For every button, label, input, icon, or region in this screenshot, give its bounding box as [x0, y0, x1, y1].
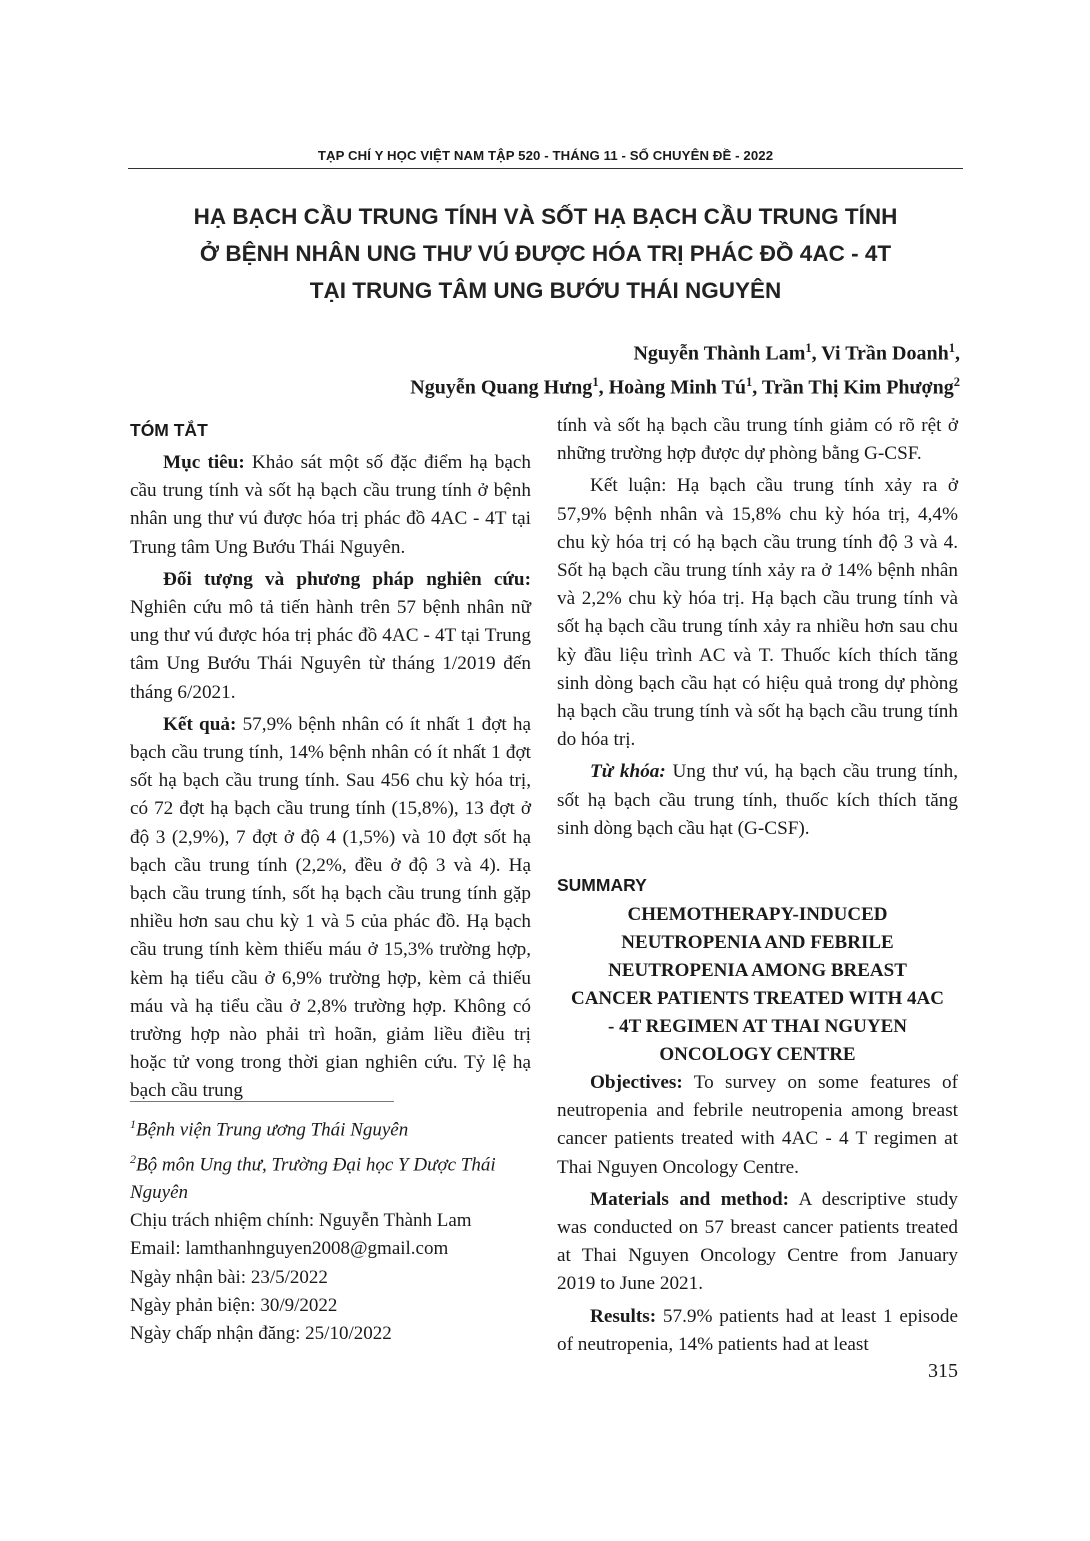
footnotes [130, 1101, 531, 1348]
materials-paragraph [557, 1186, 958, 1299]
abstract-heading: TÓM TẮT [130, 420, 208, 440]
date-reviewed: Ngày phản biện: 30/9/2022 [130, 1294, 338, 1316]
title-line-1: HẠ BẠCH CẦU TRUNG TÍNH VÀ SỐT HẠ BẠCH CẦU TRUNG TÍNH [193, 204, 898, 229]
author-name: Vi Trần Doanh [821, 342, 949, 365]
english-title-line: CHEMOTHERAPY-INDUCED [627, 904, 888, 926]
affiliation-mark: 1 [948, 341, 955, 355]
author-separator: , [811, 342, 822, 365]
affiliation-1 [130, 1110, 531, 1145]
english-title [557, 901, 958, 1069]
english-title-line: CANCER PATIENTS TREATED WITH 4AC [570, 988, 945, 1010]
date-received: Ngày nhận bài: 23/5/2022 [130, 1266, 328, 1288]
affiliation-text: Bộ môn Ung thư, Trường Đại học Y Dược Thái Nguyên [130, 1153, 496, 1204]
methods-text: Nghiên cứu mô tả tiến hành trên 57 bệnh nhân nữ ung thư vú được hóa trị phác đồ 4AC - 4T tại Trung tâm Ung Bướu Thái Nguyên từ tháng 1/2019 đến tháng 6/2021. [130, 597, 531, 703]
materials-label: Materials and method: [590, 1188, 789, 1210]
objective-label: Mục tiêu: [163, 452, 245, 473]
corresponding-author: Chịu trách nhiệm chính: Nguyễn Thành Lam [130, 1210, 472, 1232]
english-title-line: - 4T REGIMEN AT THAI NGUYEN [608, 1016, 907, 1038]
summary-heading: SUMMARY [557, 875, 647, 896]
author-separator: , [598, 376, 609, 399]
methods-paragraph [130, 566, 531, 707]
author-name: Hoàng Minh Tú [608, 376, 747, 399]
methods-label: Đối tượng và phương pháp nghiên cứu: [163, 568, 531, 590]
objectives-label: Objectives: [590, 1072, 683, 1094]
objective-paragraph [130, 449, 531, 562]
objectives-paragraph [557, 1069, 958, 1182]
footnote-rule [130, 1101, 394, 1102]
author-separator: , [752, 376, 762, 399]
author-line-1: Nguyễn Thành Lam$^1$, Vi Trần Doanh$^1$, [633, 341, 960, 365]
author-name: Nguyễn Quang Hưng [410, 376, 593, 399]
author-line-2 [410, 368, 960, 402]
keywords-paragraph [557, 758, 958, 843]
affiliation-mark: 1 [805, 341, 812, 355]
affiliation-mark: 2 [130, 1151, 136, 1166]
author-name: Nguyễn Thành Lam [633, 342, 806, 365]
affiliation-mark: 1 [592, 374, 599, 389]
email: Email: lamthanhnguyen2008@gmail.com [130, 1238, 449, 1260]
affiliation-2 [130, 1145, 531, 1208]
conclusion-paragraph: Kết luận: Hạ bạch cầu trung tính xảy ra ở 57,9% bệnh nhân và 15,8% chu kỳ hóa trị, 4,4% chu kỳ hóa trị có hạ bạch cầu trung tính độ 3 và 4. Sốt hạ bạch cầu trung tính xảy ra ở 14% bệnh nhân và 2,2% chu kỳ hóa trị. Hạ bạch cầu trung tính và sốt hạ bạch cầu trung tính xảy ra nhiều hơn sau chu kỳ đầu liệu trình AC và T. Thuốc kích thích tăng sinh dòng bạch cầu hạt có hiệu quả trong dự phòng hạ bạch cầu trung tính và sốt hạ bạch cầu trung tính do hóa trị. [557, 475, 958, 751]
article-title [128, 198, 963, 309]
affiliation-mark: 2 [953, 374, 960, 389]
author-list [410, 334, 960, 401]
affiliation-mark: 1 [130, 1117, 136, 1131]
keywords-label: Từ khóa: [590, 761, 666, 783]
running-header: TẠP CHÍ Y HỌC VIỆT NAM TẬP 520 - THÁNG 11 - SỐ CHUYÊN ĐỀ - 2022 [317, 148, 774, 163]
affiliation-text: Bệnh viện Trung ương Thái Nguyên [136, 1119, 409, 1141]
affiliation-mark: 1 [746, 374, 753, 389]
header-rule [128, 168, 963, 169]
english-title-line: NEUTROPENIA AMONG BREAST [608, 960, 907, 982]
english-title-line: NEUTROPENIA AND FEBRILE [621, 932, 894, 954]
results-en-text: 57.9% patients had at least 1 episode of neutropenia, 14% patients had at least [557, 1305, 958, 1355]
materials-text: A descriptive study was conducted on 57 breast cancer patients treated at Thai Nguyen Oncology Centre from January 2019 to June 2021. [557, 1188, 958, 1295]
results-text: 57,9% bệnh nhân có ít nhất 1 đợt hạ bạch cầu trung tính, 14% bệnh nhân có ít nhất 1 đợt sốt hạ bạch cầu trung tính. Sau 456 chu kỳ hóa trị, có 72 đợt hạ bạch cầu trung tính (15,8%), 13 đợt ở độ 3 (2,9%), 7 đợt ở độ 4 (1,5%) và 10 đợt sốt hạ bạch cầu trung tính (2,2%, đều ở độ 3 và 4). Hạ bạch cầu trung tính, sốt hạ bạch cầu trung tính gặp nhiều hơn sau chu kỳ 1 và 5 của phác đồ. Hạ bạch cầu trung tính kèm thiếu máu ở 15,3% trường hợp, kèm hạ tiểu cầu ở 6,9% trường hợp, kèm cả thiếu máu và hạ tiểu cầu ở 2,8% trường hợp. Không có trường hợp nào phải trì hoãn, giảm liều điều trị hoặc tử vong trong thời gian nghiên cứu. Tỷ lệ hạ bạch cầu trung [130, 713, 531, 1102]
title-line-2: Ở BỆNH NHÂN UNG THƯ VÚ ĐƯỢC HÓA TRỊ PHÁC ĐỒ 4AC - 4T [199, 241, 892, 266]
objective-text: Khảo sát một số đặc điểm hạ bạch cầu trung tính và sốt hạ bạch cầu trung tính ở bệnh nhân ung thư vú được hóa trị phác đồ 4AC - 4T tại Trung tâm Ung Bướu Thái Nguyên. [130, 452, 531, 558]
english-title-line: ONCOLOGY CENTRE [659, 1044, 856, 1066]
date-accepted: Ngày chấp nhận đăng: 25/10/2022 [130, 1323, 392, 1345]
title-line-3: TẠI TRUNG TÂM UNG BƯỚU THÁI NGUYÊN [309, 278, 782, 303]
page-number: 315 [928, 1360, 958, 1382]
results-paragraph [130, 711, 531, 1106]
left-column [130, 412, 531, 1110]
right-column [557, 412, 958, 1363]
results-continued: tính và sốt hạ bạch cầu trung tính giảm có rõ rệt ở những trường hợp được dự phòng bằng G-CSF. [557, 415, 958, 465]
author-name: Trần Thị Kim Phượng [761, 376, 954, 399]
results-en-paragraph [557, 1303, 958, 1359]
results-label: Kết quả: [163, 713, 237, 735]
keywords-text: Ung thư vú, hạ bạch cầu trung tính, sốt hạ bạch cầu trung tính, thuốc kích thích tăng sinh dòng bạch cầu hạt (G-CSF). [557, 761, 958, 839]
results-en-label: Results: [590, 1305, 657, 1327]
objectives-text: To survey on some features of neutropenia and febrile neutropenia among breast cancer patients treated with 4AC - 4 T regimen at Thai Nguyen Oncology Centre. [557, 1072, 958, 1178]
